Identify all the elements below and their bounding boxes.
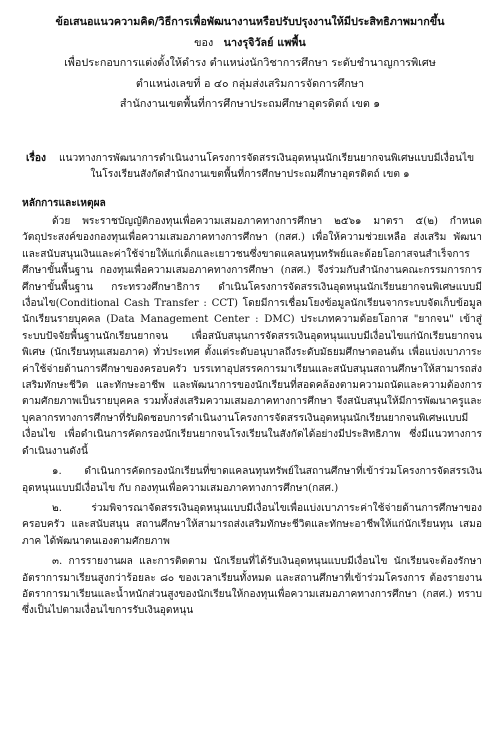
by-prefix: ของ xyxy=(194,35,214,49)
author-name: นางรุจิวัลย์ แพพื้น xyxy=(223,35,306,49)
position-line: ตำแหน่งเลขที่ อ ๔๐ กลุ่มส่งเสริมการจัดการศึกษา xyxy=(135,76,365,90)
subject-text-1: แนวทางการพัฒนาการดำเนินงานโครงการจัดสรรเงินอุดหนุนนักเรียนยากจนพิเศษแบบมีเงื่อนไข xyxy=(58,153,475,164)
author-line xyxy=(20,33,480,54)
paragraph-item-2: ๒. ร่วมพิจารณาจัดสรรเงินอุดหนุนแบบมีเงื่อนไขเพื่อแบ่งเบาภาระค่าใช้จ่ายด้านการศึกษาของครอบครัว และสนับสนุน สถานศึกษาให้สามารถส่งเสริมทักษะชีวิตและทักษะอาชีพให้แก่นักเรียนทุน เสมอภาค ได้พัฒนาตนเองตามศักยภาพ xyxy=(22,502,482,547)
document-body xyxy=(22,214,482,620)
document-header xyxy=(20,12,480,115)
paragraph-main: ด้วย พระราชบัญญัติกองทุนเพื่อความเสมอภาคทางการศึกษา ๒๕๖๑ มาตรา ๕(๒) กำหนดวัตถุประสงค์ของกองทุนเพื่อความเสมอภาคทางการศึกษา (กสศ.) เพื่อให้ความช่วยเหลือ ส่งเสริม พัฒนาและสนับสนุนเงินและค่าใช้จ่ายให้แก่เด็กและเยาวชนซึ่งขาดแคลนทุนทรัพย์และด้อยโอกาสจนสำเร็จการศึกษาขั้นพื้นฐาน กองทุนเพื่อความเสมอภาคทางการศึกษา (กสศ.) จึงร่วมกับสำนักงานคณะกรรมการการศึกษาขั้นพื้นฐาน กระทรวงศึกษาธิการ ดำเนินโครงการจัดสรรเงินอุดหนุนนักเรียนยากจนพิเศษแบบมีเงื่อนไข(Conditional Cash Transfer : CCT) โดยมีการเชื่อมโยงข้อมูลนักเรียนจากระบบจัดเก็บข้อมูลนักเรียนรายบุคคล (Data Management Center : DMC) ประเภทความด้อยโอกาส "ยากจน" เข้าสู่ระบบปัจจัยพื้นฐานนักเรียนยากจน เพื่อสนับสนุนการจัดสรรเงินอุดหนุนแบบมีเงื่อนไขแก่นักเรียนยากจนพิเศษ (นักเรียนทุนเสมอภาค) ทั่วประเทศ ตั้งแต่ระดับอนุบาลถึงระดับมัธยมศึกษาตอนต้น เพื่อแบ่งเบาภาระค่าใช้จ่ายด้านการศึกษาของครอบครัว บรรเทาอุปสรรคการมาเรียนและสนับสนุนสถานศึกษาให้สามารถส่งเสริมทักษะชีวิต และทักษะอาชีพ และพัฒนาการของนักเรียนที่สอดคล้องตามความถนัดและความต้องการตามศักยภาพเป็นรายบุคคล รวมทั้งส่งเสริมความเสมอภาคทางการศึกษา จึงสนับสนุนให้มีการพัฒนาครูและบุคลากรทางการศึกษาที่รับผิดชอบการดำเนินงานโครงการจัดสรรเงินอุดหนุนนักเรียนยากจนพิเศษแบบมีเงื่อนไข เพื่อดำเนินการคัดกรองนักเรียนยากจนโรงเรียนในสังกัดได้อย่างมีประสิทธิภาพ ซึ่งมีแนวทางการดำเนินงานดังนี้ xyxy=(22,216,482,457)
paragraph-item-1: ๑. ดำเนินการคัดกรองนักเรียนที่ขาดแคลนทุนทรัพย์ในสถานศึกษาที่เข้าร่วมโครงการจัดสรรเงินอุดหนุนแบบมีเงื่อนไข กับ กองทุนเพื่อความเสมอภาคทางการศึกษา(กสศ.) xyxy=(22,466,482,494)
subject-line-2: ในโรงเรียนสังกัดสำนักงานเขตพื้นที่การศึกษาประถมศึกษาอุตรดิตถ์ เขต ๑ xyxy=(90,169,410,181)
subject-label: เรื่อง xyxy=(25,152,46,164)
purpose-line: เพื่อประกอบการแต่งตั้งให้ดำรง ตำแหน่งนักวิชาการศึกษา ระดับชำนาญการพิเศษ xyxy=(64,56,436,69)
office-line: สำนักงานเขตพื้นที่การศึกษาประถมศึกษาอุตรดิตถ์ เขต ๑ xyxy=(119,97,381,110)
subject-block xyxy=(20,150,480,184)
section-heading: หลักการและเหตุผล xyxy=(22,197,106,209)
paragraph-item-3: ๓. การรายงานผล และการติดตาม นักเรียนที่ได้รับเงินอุดหนุนแบบมีเงื่อนไข นักเรียนจะต้องรักษาอัตราการมาเรียนสูงกว่าร้อยละ ๘๐ ของเวลาเรียนทั้งหมด และสถานศึกษาที่เข้าร่วมโครงการ ต้องรายงานอัตราการมาเรียนและน้ำหนักส่วนสูงของนักเรียนให้กองทุนเพื่อความเสมอภาคทางการศึกษา (กสศ.) ทราบซึ่งเป็นไปตามเงื่อนไขการรับเงินอุดหนุน xyxy=(22,556,482,617)
subject-line-1 xyxy=(20,150,480,167)
proposal-title: ข้อเสนอแนวความคิด/วิธีการเพื่อพัฒนางานหรือปรับปรุงงานให้มีประสิทธิภาพมากขึ้น xyxy=(55,15,445,28)
